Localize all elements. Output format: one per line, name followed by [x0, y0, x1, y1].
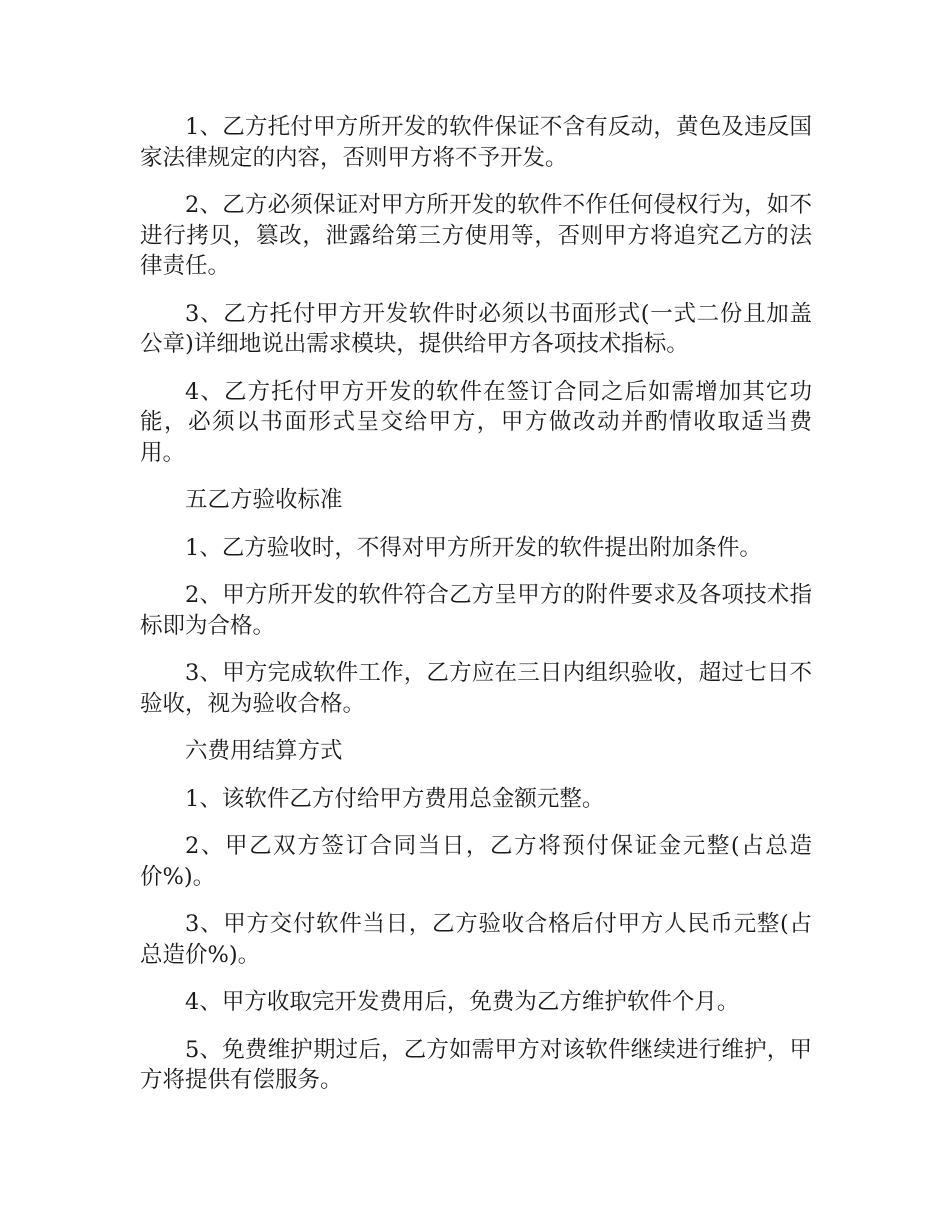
clause-paragraph: 3、甲方交付软件当日，乙方验收合格后付甲方人民币元整(占总造价%)。: [140, 911, 812, 968]
clause-paragraph: 1、乙方验收时，不得对甲方所开发的软件提出附加条件。: [185, 534, 762, 561]
clause-paragraph: 3、乙方托付甲方开发软件时必须以书面形式(一式二份且加盖公章)详细地说出需求模块，提供给甲方各项技术指标。: [140, 300, 812, 357]
clause-paragraph: 1、该软件乙方付给甲方费用总金额元整。: [185, 785, 605, 812]
clause-paragraph: 3、甲方完成软件工作，乙方应在三日内组织验收，超过七日不验收，视为验收合格。: [140, 660, 812, 717]
clause-paragraph: 5、免费维护期过后，乙方如需甲方对该软件继续进行维护，甲方将提供有偿服务。: [140, 1036, 812, 1093]
clause-paragraph: 2、甲方所开发的软件符合乙方呈甲方的附件要求及各项技术指标即为合格。: [140, 582, 812, 639]
section-heading: 五乙方验收标准: [185, 487, 343, 513]
document-page: [140, 112, 812, 1113]
clause-paragraph: 2、甲乙双方签订合同当日，乙方将预付保证金元整(占总造价%)。: [140, 833, 812, 890]
section-heading: 六费用结算方式: [185, 738, 343, 764]
clause-paragraph: 1、乙方托付甲方所开发的软件保证不含有反动，黄色及违反国家法律规定的内容，否则甲方将不予开发。: [140, 114, 812, 171]
clause-paragraph: 4、甲方收取完开发费用后，免费为乙方维护软件个月。: [185, 989, 740, 1015]
clause-paragraph: 2、乙方必须保证对甲方所开发的软件不作任何侵权行为，如不进行拷贝，篡改，泄露给第三方使用等，否则甲方将追究乙方的法律责任。: [140, 192, 812, 279]
clause-paragraph: 4、乙方托付甲方开发的软件在签订合同之后如需增加其它功能，必须以书面形式呈交给甲方，甲方做改动并酌情收取适当费用。: [140, 378, 812, 466]
